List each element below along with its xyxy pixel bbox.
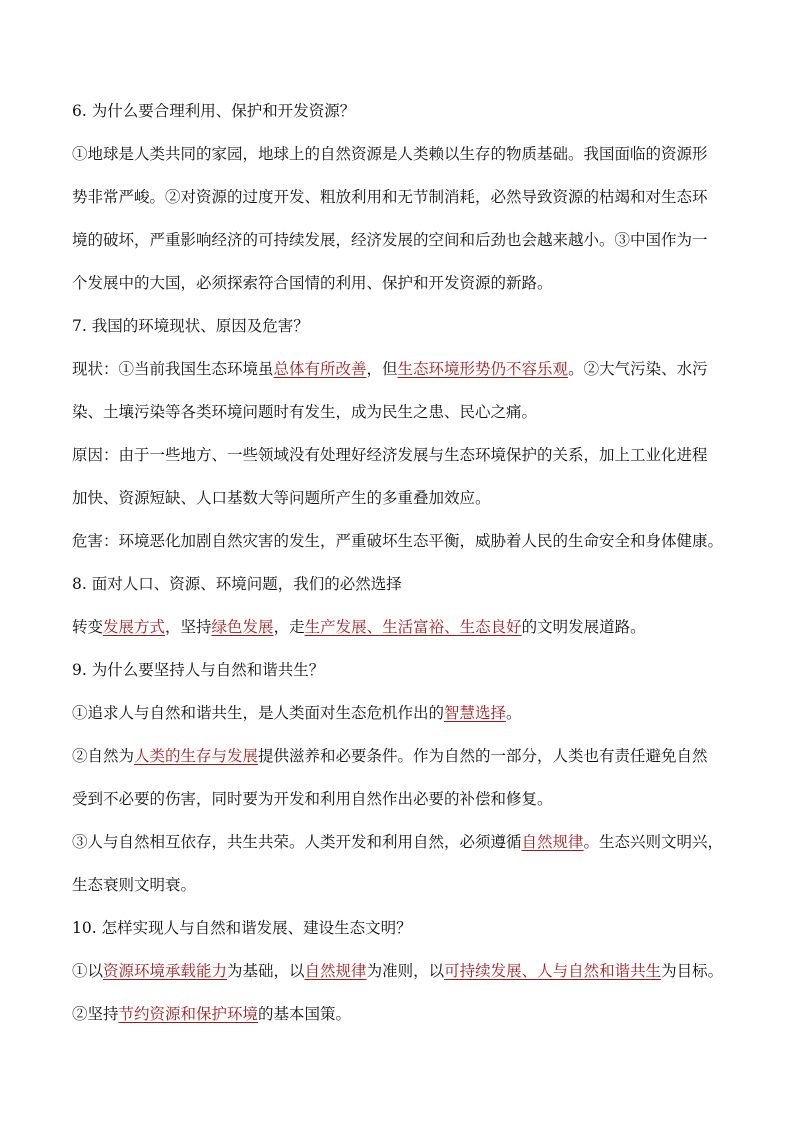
answer-9-point-1 [72, 703, 732, 724]
answer-7-reason-line-2: 加快、资源短缺、人口基数大等问题所产生的多重叠加效应。 [72, 489, 491, 507]
key-point: 人类的生存与发展 [134, 747, 259, 765]
text-run: ①追求人与自然和谐共生，是人类面对生态危机作出的 [72, 704, 445, 722]
answer-8-line [72, 617, 732, 638]
question-9-title: 9. 为什么要坚持人与自然和谐共生？ [72, 661, 325, 679]
answer-6-line-3: 境的破坏，严重影响经济的可持续发展，经济发展的空间和后劲也会越来越小。③中国作为一 [72, 231, 708, 249]
text-run: 为基础，以 [227, 962, 305, 980]
answer-9-point-2-line-2: 受到不必要的伤害，同时要为开发和利用自然作出必要的补偿和修复。 [72, 790, 553, 808]
key-point: 生产发展、生活富裕、生态良好 [304, 618, 522, 636]
text-run: ，但 [366, 360, 398, 378]
text-run: ③人与自然相互依存，共生共荣。人类开发和利用自然，必须遵循 [72, 833, 522, 851]
text-run: 为目标。 [661, 962, 724, 980]
key-point: 自然规律 [304, 962, 367, 980]
question-6-title: 6. 为什么要合理利用、保护和开发资源？ [72, 102, 356, 120]
text-run: 。生态兴则文明兴， [583, 833, 724, 851]
answer-10-point-2 [72, 1004, 732, 1025]
text-run: ，走 [273, 618, 305, 636]
key-point: 可持续发展、人与自然和谐共生 [444, 962, 662, 980]
text-run: 转变 [72, 618, 104, 636]
key-point: 生态环境形势仍不容乐观 [397, 360, 569, 378]
key-point: 自然规律 [521, 833, 584, 851]
text-run: 的基本国策。 [258, 1005, 352, 1023]
answer-7-status-line-1 [72, 359, 732, 380]
text-run: ①以 [72, 962, 104, 980]
question-8-title: 8. 面对人口、资源、环境问题，我们的必然选择 [72, 575, 402, 593]
key-point: 发展方式 [103, 618, 166, 636]
key-point: 资源环境承载能力 [103, 962, 228, 980]
answer-6-line-2: 势非常严峻。②对资源的过度开发、粗放利用和无节制消耗，必然导致资源的枯竭和对生态环 [72, 188, 708, 206]
key-point: 绿色发展 [211, 618, 274, 636]
text-run: 提供滋养和必要条件。作为自然的一部分，人类也有责任避免自然 [258, 747, 708, 765]
answer-6-line-4: 个发展中的大国，必须探索符合国情的利用、保护和开发资源的新路。 [72, 274, 553, 292]
text-run: ②坚持 [72, 1005, 119, 1023]
answer-9-point-2-line-1 [72, 746, 732, 767]
text-run: 现状：①当前我国生态环境虽 [72, 360, 274, 378]
key-point: 总体有所改善 [273, 360, 367, 378]
question-7-title: 7. 我国的环境现状、原因及危害？ [72, 317, 309, 335]
text-run: ②自然为 [72, 747, 135, 765]
answer-9-point-3-line-2: 生态衰则文明衰。 [72, 876, 197, 894]
answer-7-reason-line-1: 原因：由于一些地方、一些领域没有处理好经济发展与生态环境保护的关系，加上工业化进程 [72, 446, 708, 464]
answer-7-harm-line: 危害：环境恶化加剧自然灾害的发生，严重破坏生态平衡，威胁着人民的生命安全和身体健康。 [72, 532, 724, 550]
answer-9-point-3-line-1 [72, 832, 732, 853]
text-run: 。 [506, 704, 522, 722]
key-point: 节约资源和保护环境 [118, 1005, 259, 1023]
text-run: 的文明发展道路。 [521, 618, 646, 636]
answer-7-status-line-2: 染、土壤污染等各类环境问题时有发生，成为民生之患、民心之痛。 [72, 403, 538, 421]
document-page [72, 101, 732, 1025]
text-run: ，坚持 [165, 618, 212, 636]
text-run: 为准则，以 [366, 962, 445, 980]
answer-10-point-1 [72, 961, 732, 982]
text-run: 。②大气污染、水污 [568, 360, 708, 378]
answer-6-line-1: ①地球是人类共同的家园，地球上的自然资源是人类赖以生存的物质基础。我国面临的资源形 [72, 145, 708, 163]
key-point: 智慧选择 [444, 704, 507, 722]
question-10-title: 10. 怎样实现人与自然和谐发展、建设生态文明？ [72, 919, 412, 937]
